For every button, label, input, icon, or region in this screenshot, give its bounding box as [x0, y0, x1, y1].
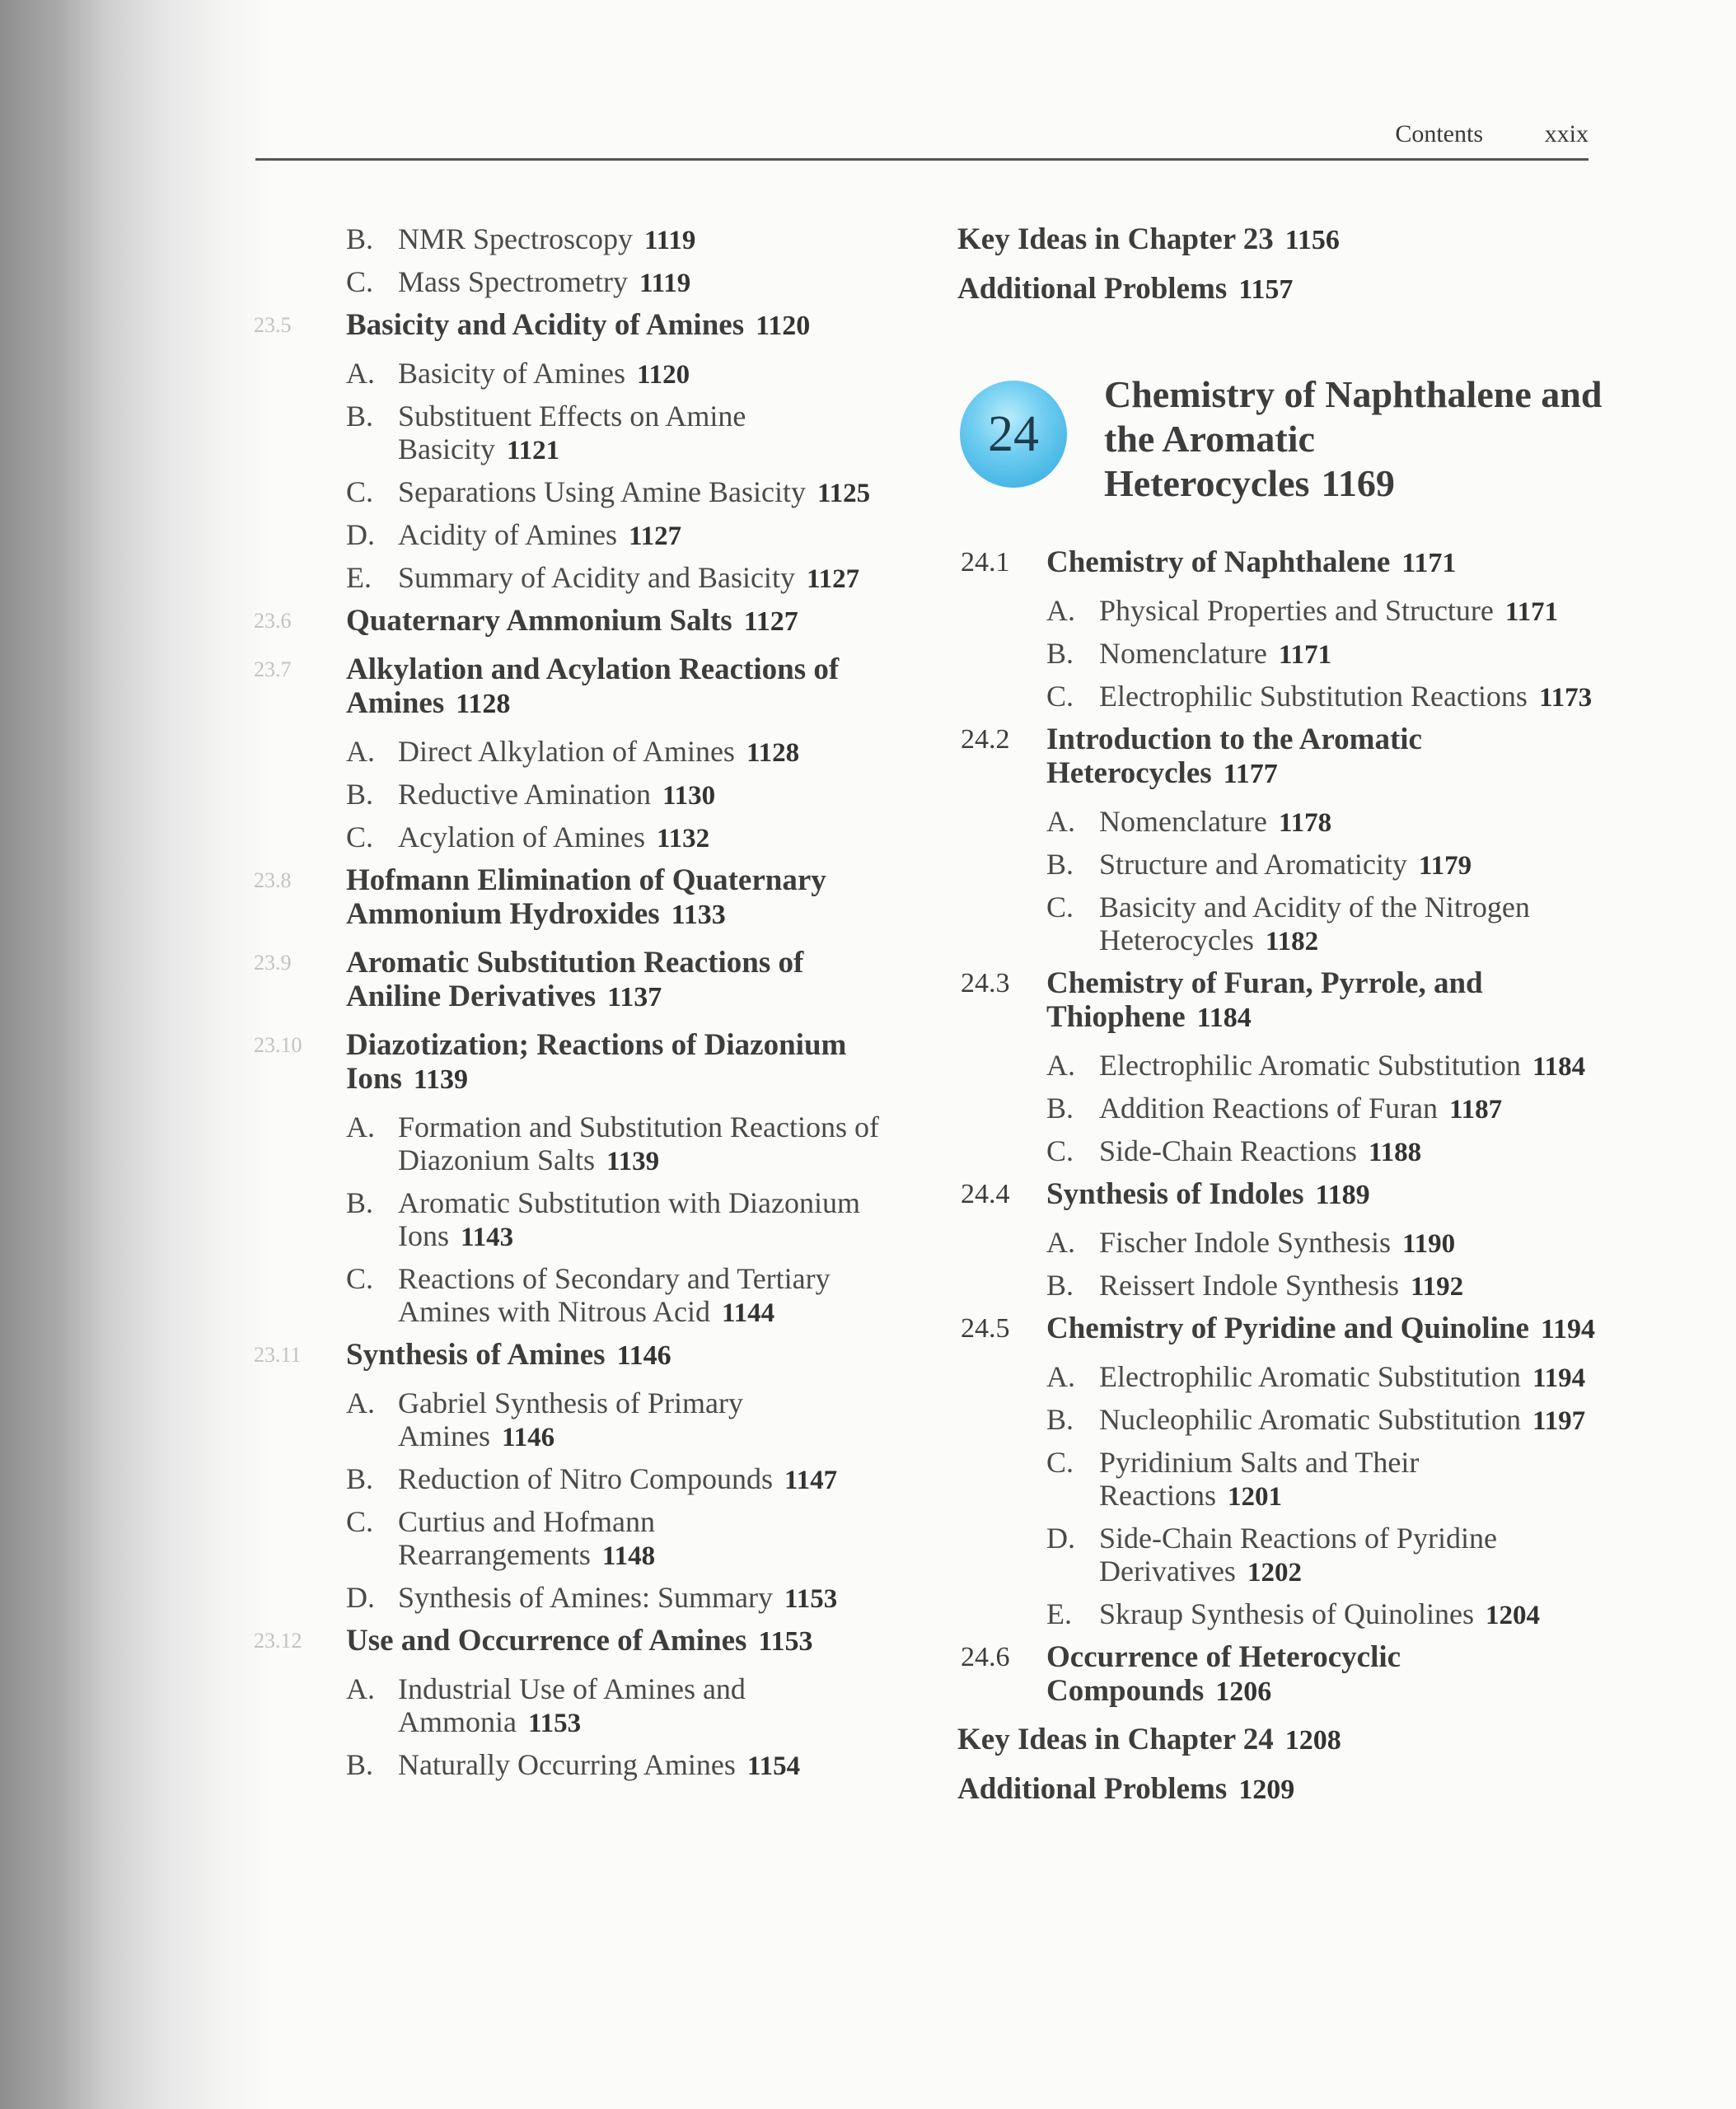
subsection-page-number: 1128: [746, 738, 800, 768]
subsection-page-number: 1146: [502, 1423, 555, 1452]
toc-entry[interactable]: [957, 1772, 1600, 1807]
toc-subsection[interactable]: [957, 1092, 1600, 1126]
section-title: Hofmann Elimination of Quaternary Ammonium Hydroxides: [346, 863, 826, 931]
toc-section[interactable]: [957, 966, 1600, 1035]
section-number: 24.2: [961, 724, 1010, 755]
section-page-number: 1206: [1215, 1676, 1272, 1707]
section-page-number: 1120: [756, 311, 811, 341]
toc-subsection[interactable]: [247, 1387, 890, 1454]
subsection-title: Acidity of Amines: [398, 518, 617, 551]
toc-subsection[interactable]: [247, 778, 890, 812]
subsection-letter: A.: [1046, 1226, 1075, 1259]
subsection-page-number: 1119: [639, 269, 691, 298]
toc-subsection[interactable]: [247, 1581, 890, 1616]
section-number: 23.7: [254, 657, 292, 681]
section-page-number: 1189: [1315, 1180, 1370, 1210]
book-spine-shadow: [0, 0, 272, 2109]
subsection-letter: A.: [346, 1111, 375, 1143]
subsection-letter: A.: [1046, 805, 1075, 838]
subsection-page-number: 1171: [1504, 597, 1559, 627]
subsection-page-number: 1201: [1227, 1482, 1282, 1512]
subsection-page-number: 1144: [721, 1298, 775, 1328]
subsection-title: Basicity and Acidity of the Nitrogen Heterocycles: [1099, 891, 1530, 956]
section-page-number: 1184: [1196, 1003, 1252, 1033]
section-title: Chemistry of Furan, Pyrrole, and Thiophene: [1046, 966, 1483, 1034]
toc-subsection[interactable]: [957, 594, 1600, 629]
section-page-number: 1146: [616, 1340, 671, 1371]
section-page-number: 1139: [413, 1064, 469, 1095]
subsection-title: Direct Alkylation of Amines: [398, 735, 735, 768]
subsection-letter: A.: [346, 357, 375, 390]
subsection-letter: C.: [1046, 1134, 1074, 1167]
subsection-page-number: 1173: [1538, 683, 1593, 713]
subsection-page-number: 1202: [1247, 1558, 1302, 1588]
section-title: Diazotization; Reactions of Diazonium Ions: [346, 1028, 847, 1096]
subsection-page-number: 1127: [806, 564, 860, 594]
subsection-title: Separations Using Amine Basicity: [398, 475, 806, 508]
section-page-number: 1171: [1401, 548, 1457, 578]
toc-section[interactable]: [247, 1028, 890, 1097]
toc-subsection[interactable]: [247, 1111, 890, 1178]
section-title: Synthesis of Indoles: [1046, 1177, 1304, 1211]
toc-subsection[interactable]: [957, 891, 1600, 958]
subsection-letter: D.: [346, 1581, 375, 1614]
toc-section[interactable]: [247, 946, 890, 1014]
section-page-number: 1177: [1223, 759, 1278, 789]
toc-section[interactable]: [247, 652, 890, 721]
subsection-letter: A.: [1046, 1049, 1075, 1082]
subsection-page-number: 1171: [1278, 640, 1332, 670]
subsection-title: Side-Chain Reactions: [1099, 1134, 1357, 1167]
subsection-letter: B.: [346, 1186, 374, 1219]
toc-subsection[interactable]: [957, 1134, 1600, 1169]
header-page-number: xxix: [1544, 120, 1589, 147]
subsection-title: Nucleophilic Aromatic Substitution: [1099, 1403, 1521, 1436]
toc-subsection[interactable]: [247, 735, 890, 769]
toc-subsection[interactable]: [247, 400, 890, 467]
section-title: Occurrence of Heterocyclic Compounds: [1046, 1640, 1401, 1708]
toc-section[interactable]: [247, 863, 890, 932]
section-number: 23.8: [254, 868, 292, 892]
subsection-letter: B.: [1046, 1403, 1074, 1436]
subsection-letter: A.: [1046, 594, 1075, 627]
toc-section[interactable]: [247, 308, 890, 343]
subsection-letter: B.: [346, 778, 374, 811]
toc-section[interactable]: [957, 722, 1600, 791]
subsection-title: Nomenclature: [1099, 805, 1267, 838]
subsection-title: Electrophilic Aromatic Substitution: [1099, 1360, 1521, 1393]
section-page-number: 1153: [758, 1626, 813, 1657]
subsection-title: Side-Chain Reactions of Pyridine Derivatives: [1099, 1522, 1497, 1588]
toc-subsection[interactable]: [957, 1446, 1600, 1513]
subsection-page-number: 1188: [1368, 1138, 1422, 1167]
section-page-number: 1194: [1540, 1314, 1596, 1344]
section-title: Alkylation and Acylation Reactions of Amines: [346, 652, 840, 720]
toc-entry[interactable]: [957, 222, 1600, 257]
toc-subsection[interactable]: [247, 561, 890, 596]
section-number: 24.1: [961, 547, 1010, 578]
subsection-title: Reactions of Secondary and Tertiary Amines with Nitrous Acid: [398, 1262, 831, 1328]
subsection-page-number: 1121: [506, 436, 560, 465]
section-number: 24.4: [961, 1179, 1010, 1209]
subsection-letter: B.: [346, 1748, 374, 1781]
subsection-letter: B.: [1046, 848, 1074, 881]
subsection-title: Synthesis of Amines: Summary: [398, 1581, 774, 1614]
subsection-letter: C.: [1046, 1446, 1074, 1479]
subsection-title: Summary of Acidity and Basicity: [398, 561, 795, 594]
subsection-page-number: 1204: [1486, 1601, 1540, 1630]
entry-page-number: 1209: [1238, 1775, 1295, 1805]
subsection-title: Addition Reactions of Furan: [1099, 1092, 1438, 1125]
toc-section[interactable]: [247, 604, 890, 638]
toc-subsection[interactable]: [957, 680, 1600, 714]
subsection-letter: C.: [346, 1262, 374, 1295]
toc-subsection[interactable]: [247, 1186, 890, 1254]
toc-subsection[interactable]: [247, 1672, 890, 1740]
toc-subsection[interactable]: [247, 222, 890, 257]
toc-subsection[interactable]: [957, 848, 1600, 882]
subsection-letter: C.: [1046, 891, 1074, 924]
subsection-title: Nomenclature: [1099, 637, 1267, 670]
subsection-letter: B.: [1046, 1269, 1074, 1302]
subsection-title: Reduction of Nitro Compounds: [398, 1462, 773, 1495]
toc-section[interactable]: [957, 545, 1600, 580]
subsection-page-number: 1153: [527, 1709, 582, 1738]
toc-subsection[interactable]: [957, 805, 1600, 839]
section-number: 23.6: [254, 609, 292, 633]
section-page-number: 1128: [456, 689, 511, 719]
subsection-letter: C.: [346, 821, 374, 853]
subsection-page-number: 1132: [656, 824, 710, 853]
entry-title: Key Ideas in Chapter 23: [957, 222, 1274, 256]
subsection-page-number: 1179: [1418, 851, 1472, 881]
toc-subsection[interactable]: [247, 265, 890, 300]
toc-entry[interactable]: [957, 272, 1600, 306]
subsection-title: Basicity of Amines: [398, 357, 625, 390]
section-title: Use and Occurrence of Amines: [346, 1624, 747, 1658]
toc-section[interactable]: [957, 1640, 1600, 1709]
header-title: Contents: [1395, 120, 1483, 147]
chapter-page-number: 1169: [1321, 462, 1395, 504]
subsection-title: Skraup Synthesis of Quinolines: [1099, 1597, 1474, 1630]
section-number: 24.6: [961, 1642, 1010, 1672]
subsection-page-number: 1148: [601, 1541, 656, 1571]
subsection-page-number: 1139: [606, 1147, 660, 1176]
subsection-page-number: 1187: [1448, 1095, 1503, 1125]
entry-page-number: 1208: [1284, 1725, 1341, 1756]
section-page-number: 1137: [607, 982, 662, 1012]
chapter-heading[interactable]: [957, 372, 1603, 508]
toc-subsection[interactable]: [247, 1505, 890, 1573]
entry-title: Additional Problems: [957, 1772, 1228, 1806]
subsection-page-number: 1120: [636, 360, 690, 390]
entry-title: Additional Problems: [957, 272, 1228, 306]
toc-subsection[interactable]: [957, 1049, 1600, 1083]
subsection-title: NMR Spectroscopy: [398, 222, 633, 255]
subsection-title: Formation and Substitution Reactions of Diazonium Salts: [398, 1111, 879, 1176]
section-page-number: 1127: [743, 606, 798, 637]
subsection-title: Fischer Indole Synthesis: [1099, 1226, 1391, 1259]
subsection-letter: A.: [346, 1672, 375, 1705]
subsection-page-number: 1153: [784, 1584, 838, 1614]
subsection-page-number: 1127: [628, 521, 682, 551]
subsection-page-number: 1125: [817, 479, 871, 508]
subsection-letter: D.: [1046, 1522, 1075, 1555]
subsection-page-number: 1130: [662, 781, 716, 811]
subsection-title: Reissert Indole Synthesis: [1099, 1269, 1399, 1302]
subsection-letter: B.: [1046, 637, 1074, 670]
subsection-page-number: 1178: [1278, 808, 1332, 838]
subsection-letter: E.: [1046, 1597, 1072, 1630]
section-number: 23.11: [254, 1343, 302, 1367]
section-number: 23.9: [254, 951, 292, 975]
subsection-title: Acylation of Amines: [398, 821, 645, 853]
entry-page-number: 1156: [1284, 225, 1340, 255]
subsection-page-number: 1192: [1410, 1272, 1464, 1302]
subsection-letter: A.: [346, 1387, 375, 1419]
toc-subsection[interactable]: [247, 1262, 890, 1330]
entry-page-number: 1157: [1238, 274, 1294, 305]
subsection-letter: B.: [1046, 1092, 1074, 1125]
toc-section[interactable]: [957, 1177, 1600, 1212]
chapter-title-text: Chemistry of Naphthalene and the Aromatic Heterocycles: [1104, 373, 1603, 504]
toc-subsection[interactable]: [247, 475, 890, 510]
section-number: 24.3: [961, 968, 1010, 998]
subsection-page-number: 1184: [1532, 1052, 1586, 1082]
subsection-letter: A.: [346, 735, 375, 768]
subsection-title: Reductive Amination: [398, 778, 651, 811]
subsection-letter: C.: [346, 265, 374, 298]
running-header: [255, 115, 1589, 161]
section-title: Chemistry of Naphthalene: [1046, 545, 1391, 579]
subsection-page-number: 1143: [461, 1223, 514, 1252]
toc-subsection[interactable]: [247, 357, 890, 391]
toc-subsection[interactable]: [957, 1226, 1600, 1260]
subsection-page-number: 1154: [746, 1751, 801, 1781]
section-number: 23.5: [254, 313, 292, 337]
entry-title: Key Ideas in Chapter 24: [957, 1723, 1274, 1756]
subsection-title: Aromatic Substitution with Diazonium Ions: [398, 1186, 860, 1252]
subsection-letter: B.: [346, 222, 374, 255]
subsection-page-number: 1190: [1401, 1229, 1456, 1259]
section-title: Basicity and Acidity of Amines: [346, 308, 745, 342]
subsection-letter: C.: [346, 475, 374, 508]
subsection-title: Pyridinium Salts and Their Reactions: [1099, 1446, 1420, 1512]
toc-entry[interactable]: [957, 1723, 1600, 1757]
toc-subsection[interactable]: [957, 1269, 1600, 1303]
section-number: 23.10: [254, 1033, 302, 1057]
subsection-letter: B.: [346, 1462, 374, 1495]
subsection-letter: E.: [346, 561, 372, 594]
toc-section[interactable]: [247, 1624, 890, 1658]
subsection-letter: C.: [346, 1505, 374, 1538]
section-title: Chemistry of Pyridine and Quinoline: [1046, 1312, 1529, 1345]
subsection-title: Physical Properties and Structure: [1099, 594, 1494, 627]
subsection-letter: A.: [1046, 1360, 1075, 1393]
subsection-title: Substituent Effects on Amine Basicity: [398, 400, 746, 465]
toc-right-column: [957, 222, 1603, 1821]
subsection-page-number: 1194: [1532, 1363, 1586, 1393]
chapter-number-badge: 24: [960, 381, 1067, 488]
toc-left-column: [247, 222, 890, 1791]
subsection-page-number: 1197: [1532, 1406, 1586, 1436]
toc-subsection[interactable]: [957, 637, 1600, 671]
section-page-number: 1133: [671, 900, 726, 930]
subsection-letter: C.: [1046, 680, 1074, 713]
toc-section[interactable]: [247, 1338, 890, 1372]
toc-subsection[interactable]: [957, 1597, 1600, 1632]
subsection-title: Gabriel Synthesis of Primary Amines: [398, 1387, 743, 1452]
toc-section[interactable]: [957, 1312, 1600, 1346]
subsection-title: Naturally Occurring Amines: [398, 1748, 736, 1781]
section-number: 24.5: [961, 1313, 1010, 1344]
subsection-page-number: 1182: [1265, 927, 1319, 956]
subsection-title: Structure and Aromaticity: [1099, 848, 1407, 881]
toc-subsection[interactable]: [247, 1748, 890, 1783]
toc-subsection[interactable]: [957, 1360, 1600, 1395]
subsection-title: Industrial Use of Amines and Ammonia: [398, 1672, 746, 1738]
toc-subsection[interactable]: [247, 821, 890, 855]
section-title: Aromatic Substitution Reactions of Aniline Derivatives: [346, 946, 804, 1013]
subsection-page-number: 1147: [784, 1466, 838, 1495]
subsection-letter: D.: [346, 518, 375, 551]
subsection-title: Mass Spectrometry: [398, 265, 628, 298]
section-number: 23.12: [254, 1629, 302, 1653]
subsection-title: Electrophilic Substitution Reactions: [1099, 680, 1528, 713]
subsection-title: Curtius and Hofmann Rearrangements: [398, 1505, 655, 1571]
section-title: Introduction to the Aromatic Heterocycles: [1046, 722, 1422, 790]
subsection-title: Electrophilic Aromatic Substitution: [1099, 1049, 1521, 1082]
toc-subsection[interactable]: [957, 1403, 1600, 1438]
toc-subsection[interactable]: [247, 1462, 890, 1497]
chapter-title: [1104, 372, 1615, 506]
subsection-letter: B.: [346, 400, 374, 433]
toc-subsection[interactable]: [247, 518, 890, 553]
section-title: Synthesis of Amines: [346, 1338, 606, 1372]
subsection-page-number: 1119: [643, 226, 696, 255]
section-title: Quaternary Ammonium Salts: [346, 604, 732, 638]
toc-subsection[interactable]: [957, 1522, 1600, 1589]
